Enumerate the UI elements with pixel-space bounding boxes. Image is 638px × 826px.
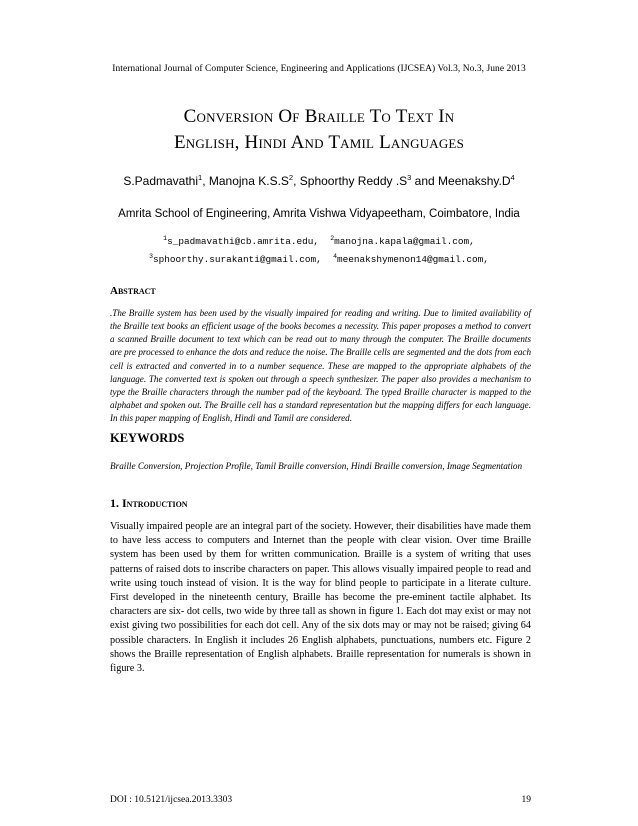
author-4: and Meenakshy.D: [411, 174, 511, 188]
author-3: , Sphoorthy Reddy .S: [293, 174, 408, 188]
abstract-heading: Abstract: [110, 285, 156, 297]
author-list: [0, 173, 638, 188]
author-2: , Manojna K.S.S: [202, 174, 289, 188]
keywords-text: Braille Conversion, Projection Profile, Tamil Braille conversion, Hindi Braille conversion, Image Segmentation: [110, 461, 523, 471]
journal-header: International Journal of Computer Science, Engineering and Applications (IJCSEA) Vol.3, No.3, June 2013: [112, 64, 526, 74]
introduction-heading: 1. Introduction: [110, 496, 188, 510]
title-line-2: English, Hindi And Tamil Languages: [173, 132, 464, 153]
author-3-sup: 3: [407, 173, 412, 182]
footer-doi: DOI : 10.5121/ijcsea.2013.3303: [110, 795, 233, 805]
page-number: 19: [521, 795, 531, 805]
affiliation: Amrita School of Engineering, Amrita Vishwa Vidyapeetham, Coimbatore, India: [118, 208, 520, 220]
keywords-heading: KEYWORDS: [110, 431, 185, 445]
email-1-sup: 1: [163, 235, 168, 242]
email-line-2: [0, 249, 638, 267]
email-3-sup: 3: [149, 253, 154, 261]
email-4-sup: 4: [333, 253, 337, 261]
email-1: s_padmavathi@cb.amrita.edu,: [167, 236, 319, 248]
introduction-text: Visually impaired people are an integral part of the society. However, their disabilities have made them to have less access to computers and Internet than the people with clear vision. Over time Braille system has been used by them for written communication. Braille is a system of writing that uses patterns of raised dots to inscribe characters on paper. This allows visually impaired people to read and write using touch instead of vision. It is the way for blind people to participate in a literate culture. First developed in the nineteenth century, Braille has become the pre-eminent tactile alphabet. Its characters are six- dot cells, two wide by three tall as shown in figure 1. Each dot may exist or may not exist giving two possibilities for each dot cell. Any of the six dots may or may not be raised; giving 64 possible characters. In English it includes 26 English alphabets, punctuations, numbers etc. Figure 2 shows the Braille representation of English alphabets. Braille representation for numerals is shown in figure 3.: [110, 521, 531, 675]
author-2-sup: 2: [288, 173, 294, 182]
paper-title: [0, 104, 638, 156]
author-1-sup: 1: [198, 173, 203, 182]
abstract-text: .The Braille system has been used by the visually impaired for reading and writing. Due to limited availability of the Braille text books an efficient usage of the books becomes a necessity. This paper proposes a method to convert a scanned Braille document to text which can be read out to many through the computer. The Braille documents are pre processed to enhance the dots and reduce the noise. The Braille cells are segmented and the dots from each cell is extracted and converted in to a number sequence. These are mapped to the appropriate alphabets of the language. The converted text is spoken out through a speech synthesizer. The paper also provides a mechanism to type the Braille characters through the number pad of the keyboard. The typed Braille character is mapped to the alphabet and spoken out. The Braille cell has a standard representation but the mapping differs for each language. In this paper mapping of English, Hindi and Tamil are considered.: [110, 308, 531, 424]
email-4: meenakshymenon14@gmail.com,: [336, 254, 489, 266]
email-line-1: [0, 231, 638, 249]
email-2-sup: 2: [330, 235, 335, 242]
email-2: manojna.kapala@gmail.com,: [334, 236, 475, 248]
email-list: [0, 231, 638, 267]
author-4-sup: 4: [510, 173, 515, 182]
email-3: sphoorthy.surakanti@gmail.com,: [153, 254, 322, 266]
author-1: S.Padmavathi: [123, 174, 199, 188]
title-line-1: Conversion Of Braille To Text In: [183, 106, 455, 127]
